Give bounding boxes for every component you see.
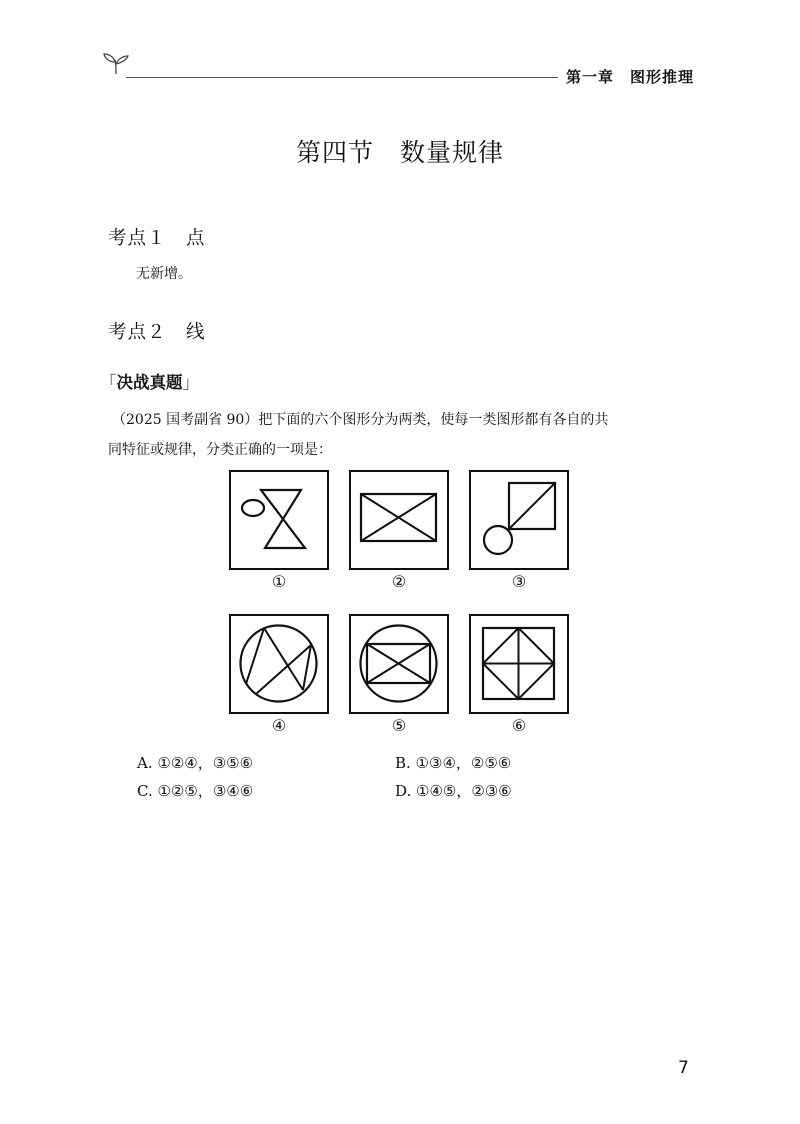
figure-5 (349, 614, 449, 714)
option-a: A. ①②④，③⑤⑥ (137, 754, 254, 772)
figure-3-label: ③ (511, 572, 527, 591)
figure-6-drawing (471, 616, 566, 711)
sprout-icon (100, 50, 132, 76)
exam-box-label: 决战真题 (116, 373, 183, 392)
figure-2-drawing (351, 472, 446, 567)
chapter-title: 第一章 图形推理 (566, 68, 695, 86)
figure-6 (469, 614, 569, 714)
figure-6-label: ⑥ (511, 716, 527, 735)
figure-5-drawing (351, 616, 446, 711)
exam-box-title (100, 369, 199, 393)
question-line-1: （2025 国考副省 90）把下面的六个图形分为两类，使每一类图形都有各自的共 (112, 412, 609, 428)
figure-4-drawing (231, 616, 326, 711)
section-title: 第四节 数量规律 (295, 138, 504, 167)
figure-1-label: ① (271, 572, 287, 591)
corner-bracket-open-icon: 「 (100, 373, 117, 392)
option-d: D. ①④⑤，②③⑥ (395, 782, 512, 800)
option-c: C. ①②⑤，③④⑥ (137, 782, 254, 800)
figure-1-drawing (231, 472, 326, 567)
figure-2 (349, 470, 449, 570)
kaodian-1-body: 无新增。 (136, 266, 192, 282)
question-line-2: 同特征或规律，分类正确的一项是： (108, 442, 332, 458)
page-number: 7 (678, 1058, 689, 1078)
option-b: B. ①③④，②⑤⑥ (395, 754, 512, 772)
figure-3 (469, 470, 569, 570)
kaodian-1-heading: 考点１ 点 (108, 228, 206, 249)
figure-4-label: ④ (271, 716, 287, 735)
kaodian-2-heading: 考点２ 线 (108, 322, 206, 343)
figure-3-drawing (471, 472, 566, 567)
header-rule (126, 77, 558, 78)
figure-1 (229, 470, 329, 570)
corner-bracket-close-icon: 」 (182, 373, 199, 392)
figure-4 (229, 614, 329, 714)
figure-5-label: ⑤ (391, 716, 407, 735)
figure-2-label: ② (391, 572, 407, 591)
